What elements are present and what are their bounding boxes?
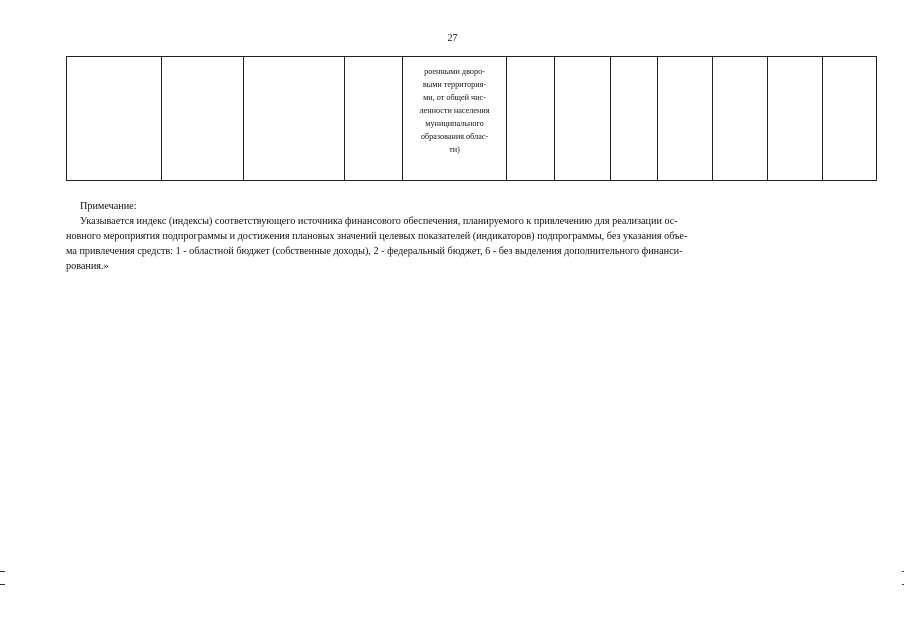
- table-cell: [768, 57, 823, 180]
- note-title: Примечание:: [80, 201, 137, 212]
- note-line: ма привлечения средств: 1 - областной бюджет (собственные доходы), 2 - федеральный бюджет, 6 - без выделения дополнительного финанси-: [66, 246, 683, 257]
- table-cell: [611, 57, 658, 180]
- scan-mark: [0, 571, 5, 572]
- table-cell: [345, 57, 403, 180]
- indicator-table: [66, 56, 877, 181]
- indicator-description-cell: [403, 57, 507, 180]
- table-cell: [713, 57, 768, 180]
- scan-mark: [902, 584, 904, 585]
- scan-mark: [0, 584, 5, 585]
- table-cell: [507, 57, 555, 180]
- table-cell: [244, 57, 345, 180]
- table-cell: [823, 57, 876, 180]
- table-cell: [658, 57, 713, 180]
- table-cell: [162, 57, 244, 180]
- page-number: 27: [447, 33, 458, 44]
- scan-mark: [902, 571, 904, 572]
- note-line: рования.»: [66, 261, 109, 272]
- table-cell: [555, 57, 611, 180]
- table-cell: [67, 57, 162, 180]
- note-body: [66, 214, 856, 274]
- note-line: новного мероприятия подпрограммы и достижения плановых значений целевых показателей (индикаторов) подпрограммы, без указания объе-: [66, 231, 688, 242]
- note-line: Указывается индекс (индексы) соответствующего источника финансового обеспечения, планируемого к привлечению для реализации ос-: [80, 216, 678, 227]
- indicator-description-text: роенными дворо- выми территория- ми, от общей чис- ленности населения муниципального образования облас- ти): [419, 67, 490, 154]
